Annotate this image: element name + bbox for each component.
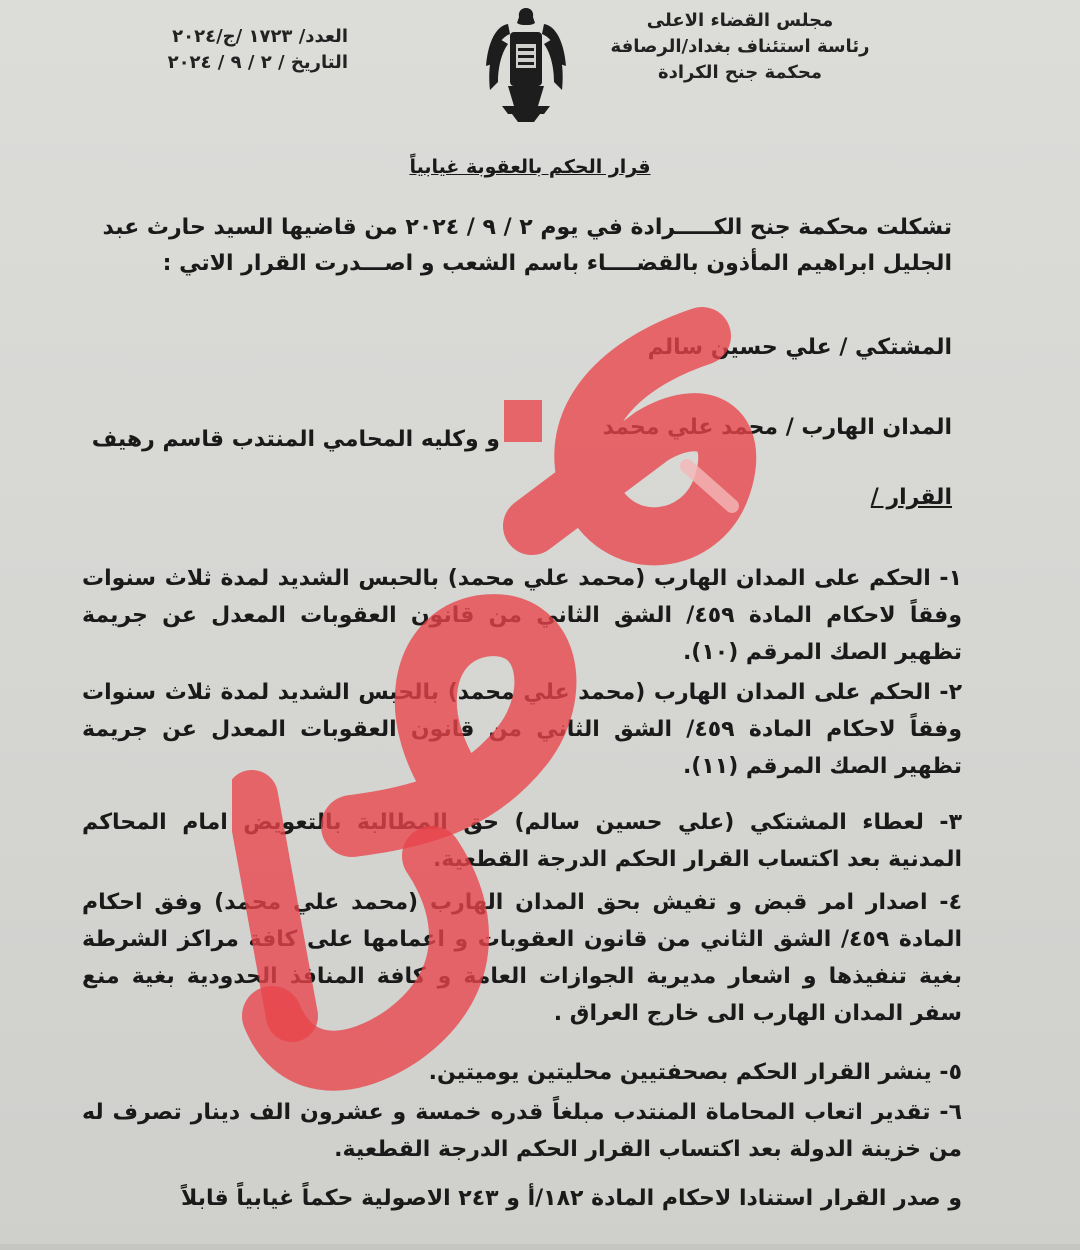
bottom-edge (0, 1244, 1080, 1250)
court-name: محكمة جنح الكرادة (657, 62, 823, 83)
decision-item: ٢- الحكم على المدان الهارب (محمد علي محمد) بالحبس الشديد لمدة ثلاث سنوات وفقاً لاحكام المادة ٤٥٩/ الشق الثاني من قانون العقوبات المعدل عن جريمة تظهير الصك المرقم (١١). (82, 680, 962, 779)
decision-item: ٦- تقدير اتعاب المحاماة المنتدب مبلغاً قدره خمسة و عشرون الف دينار تصرف له من خزينة الدولة بعد اكتساب القرار الحكم الدرجة القطعية. (82, 1100, 962, 1162)
decision-item: ٥- ينشر القرار الحكم بصحفتيين محليتين يوميتين. (428, 1060, 962, 1085)
complainant-line: المشتكي / علي حسين سالم (647, 335, 952, 360)
intro-line-1: تشكلت محكمة جنح الكـــــرادة في يوم ٢ / ٩ / ٢٠٢٤ من قاضيها السيد حارث عبد (102, 215, 952, 240)
decision-item: ٤- اصدار امر قبض و تفيش بحق المدان الهارب (محمد علي محمد) وفق احكام المادة ٤٥٩/ الشق الثاني من قانون العقوبات و اعمامها على كافة مراكز الشرطة بغية تنفيذها و اشعار مديرية الجوازات العامة و كافة المنافذ الحدودية بغية منع سفر المدان الهارب الى خارج العراق . (82, 890, 963, 1026)
decision-heading: القرار / (870, 485, 952, 510)
decision-item: ٣- لعطاء المشتكي (علي حسين سالم) حق المطالبة بالتعويض امام المحاكم المدنية بعد اكتساب القرار الحكم الدرجة القطعية. (82, 810, 962, 872)
document-number: العدد/ ١٧٢٣ /ج/٢٠٢٤ (172, 26, 348, 47)
decision-item: ١- الحكم على المدان الهارب (محمد علي محمد) بالحبس الشديد لمدة ثلاث سنوات وفقاً لاحكام المادة ٤٥٩/ الشق الثاني من قانون العقوبات المعدل عن جريمة تظهير الصك المرقم (١٠). (82, 566, 962, 665)
fugitive-line: المدان الهارب / محمد علي محمد (602, 415, 952, 440)
intro-line-2: الجليل ابراهيم المأذون بالقضــــاء باسم الشعب و اصـــدرت القرار الاتي : (162, 251, 952, 276)
eagle-emblem-icon (478, 2, 574, 128)
appeal-presidency: رئاسة استئناف بغداد/الرصافة (610, 36, 870, 57)
document-title: قرار الحكم بالعقوبة غيابياً (409, 156, 651, 178)
lawyer-line: و وكليه المحامي المنتدب قاسم رهيف (91, 427, 500, 452)
closing-line: و صدر القرار استنادا لاحكام المادة ١٨٢/أ و ٢٤٣ الاصولية حكماً غيابياً قابلاً (181, 1186, 962, 1211)
council-name: مجلس القضاء الاعلى (646, 10, 834, 31)
reference-block (118, 24, 348, 76)
document-date: التاريخ / ٢ / ٩ / ٢٠٢٤ (167, 52, 348, 73)
court-header (550, 8, 930, 86)
